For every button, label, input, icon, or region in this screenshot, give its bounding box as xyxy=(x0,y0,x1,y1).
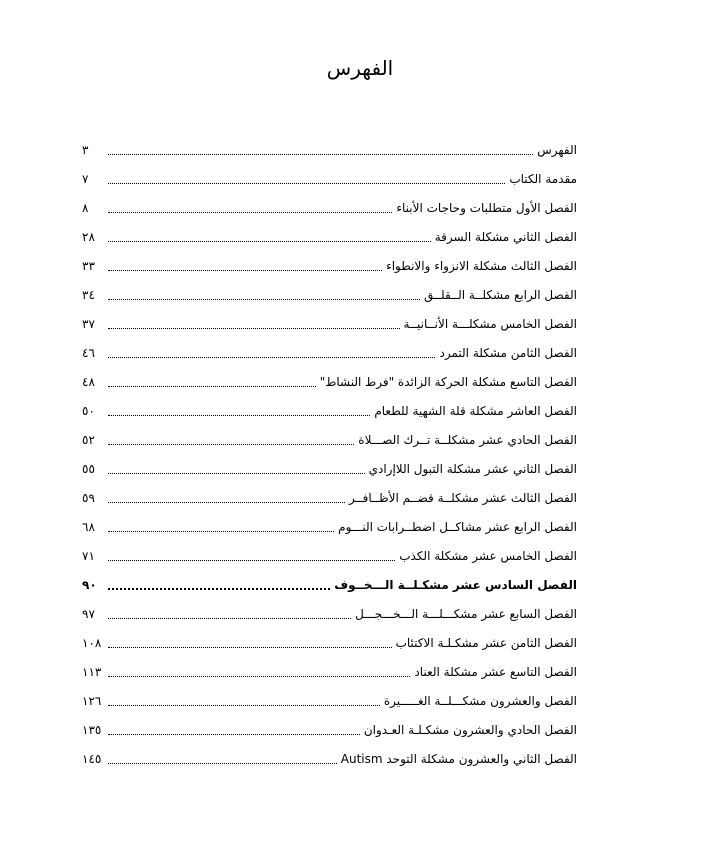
toc-entry[interactable] xyxy=(82,337,577,366)
toc-entry[interactable] xyxy=(82,598,577,627)
dot-leader xyxy=(108,763,337,764)
toc-entry[interactable] xyxy=(82,627,577,656)
toc-entry-title: الفصل الثالث عشر مشكلــة قضــم الأظــافــر xyxy=(349,491,577,505)
toc-entry[interactable] xyxy=(82,685,577,714)
toc-page-number: ٧١ xyxy=(82,549,95,563)
toc-entry-title: الفصل الأول متطلبات وحاجات الأبناء xyxy=(396,201,577,215)
dot-leader xyxy=(108,502,345,503)
dot-leader xyxy=(108,270,382,271)
dot-leader xyxy=(108,386,316,387)
toc-page-number: ١٢٦ xyxy=(82,694,102,708)
toc-entry[interactable] xyxy=(82,482,577,511)
toc-entry-title: الفصل السابع عشر مشكـــلـــة الـــخـــجـــل xyxy=(355,607,577,621)
toc-entry-title: الفصل التاسع مشكلة الحركة الزائدة "فرط النشاط" xyxy=(319,375,577,389)
toc-entry[interactable] xyxy=(82,279,577,308)
toc-entry-title: الفهرس xyxy=(537,143,577,157)
toc-entry-title: الفصل الحادي عشر مشكلــة تــرك الصـــلاة xyxy=(358,433,577,447)
dot-leader xyxy=(108,183,505,184)
toc-entry-title: الفصل الثالث مشكلة الانزواء والانطواء xyxy=(386,259,577,273)
toc-page-number: ٩٧ xyxy=(82,607,95,621)
dot-leader xyxy=(108,299,420,300)
toc-page-number: ١١٣ xyxy=(82,665,102,679)
dot-leader xyxy=(108,444,354,445)
toc-page-number: ٤٦ xyxy=(82,346,95,360)
dot-leader xyxy=(108,647,392,648)
dot-leader xyxy=(108,154,533,155)
toc-page-number: ٥٢ xyxy=(82,433,95,447)
page-title: الفهرس xyxy=(326,56,394,80)
toc-entry[interactable] xyxy=(82,540,577,569)
dot-leader xyxy=(108,328,400,329)
table-of-contents xyxy=(82,134,577,772)
toc-entry-title: الفصل والعشرون مشكـــلــة الغـــــيرة xyxy=(383,694,577,708)
toc-page-number: ٧ xyxy=(82,172,89,186)
toc-page-number: ١٣٥ xyxy=(82,723,102,737)
toc-page-number: ٦٨ xyxy=(82,520,95,534)
toc-entry-title: الفصل الثاني مشكلة السرقة xyxy=(434,230,577,244)
dot-leader xyxy=(108,588,330,590)
toc-entry-title: الفصل الثاني عشر مشكلة التبول اللاإرادي xyxy=(368,462,577,476)
toc-entry-title: الفصل السادس عشر مشكـلــة الـــخــوف xyxy=(334,578,577,592)
toc-entry[interactable] xyxy=(82,308,577,337)
dot-leader xyxy=(108,531,334,532)
toc-page-number: ٥٩ xyxy=(82,491,95,505)
dot-leader xyxy=(108,357,435,358)
toc-page-number: ٥٠ xyxy=(82,404,95,418)
toc-page-number: ١٤٥ xyxy=(82,752,102,766)
toc-page-number: ٢٨ xyxy=(82,230,95,244)
dot-leader xyxy=(108,560,395,561)
toc-entry-title: الفصل الخامس عشر مشكلة الكذب xyxy=(399,549,577,563)
toc-entry[interactable] xyxy=(82,511,577,540)
toc-entry[interactable] xyxy=(82,453,577,482)
toc-entry-title: الفصل الرابع عشر مشاكــل اضطــرابات النـــوم xyxy=(338,520,577,534)
toc-entry[interactable] xyxy=(82,656,577,685)
toc-page-number: ٨ xyxy=(82,201,89,215)
toc-page-number: ٤٨ xyxy=(82,375,95,389)
toc-entry-title: الفصل الحادي والعشرون مشكـلـة العـدوان xyxy=(363,723,577,737)
dot-leader xyxy=(108,676,410,677)
dot-leader xyxy=(108,241,431,242)
dot-leader xyxy=(108,473,365,474)
toc-page-number: ٣٤ xyxy=(82,288,95,302)
toc-page-number: ٣ xyxy=(82,143,89,157)
toc-page-number: ٩٠ xyxy=(82,578,97,592)
dot-leader xyxy=(108,415,370,416)
toc-entry-title: الفصل الثامن مشكلة التمرد xyxy=(439,346,577,360)
toc-entry-title: مقدمة الكتاب xyxy=(509,172,577,186)
toc-entry-title: الفصل العاشر مشكلة قلة الشهية للطعام xyxy=(374,404,577,418)
dot-leader xyxy=(108,212,392,213)
toc-page-number: ٣٣ xyxy=(82,259,95,273)
toc-entry-title: الفصل الثاني والعشرون مشكلة التوحد Autism xyxy=(340,752,577,766)
toc-entry-title: الفصل التاسع عشر مشكلة العناد xyxy=(414,665,577,679)
toc-entry[interactable] xyxy=(82,221,577,250)
toc-entry[interactable] xyxy=(82,192,577,221)
toc-entry-title: الفصل الرابع مشكلــة الــقلــق xyxy=(424,288,577,302)
toc-entry-title: الفصل الثامن عشر مشكـلـة الاكتئاب xyxy=(395,636,577,650)
dot-leader xyxy=(108,734,360,735)
toc-entry[interactable] xyxy=(82,714,577,743)
toc-entry[interactable] xyxy=(82,134,577,163)
toc-entry[interactable] xyxy=(82,250,577,279)
toc-entry[interactable] xyxy=(82,395,577,424)
toc-page-number: ٥٥ xyxy=(82,462,95,476)
toc-entry-title: الفصل الخامس مشكلـــة الأنــانيــة xyxy=(403,317,577,331)
toc-entry[interactable] xyxy=(82,366,577,395)
toc-entry[interactable] xyxy=(82,743,577,772)
toc-page-number: ١٠٨ xyxy=(82,636,102,650)
toc-page-number: ٣٧ xyxy=(82,317,95,331)
toc-entry[interactable] xyxy=(82,424,577,453)
toc-entry[interactable] xyxy=(82,163,577,192)
toc-entry[interactable] xyxy=(82,569,577,598)
dot-leader xyxy=(108,618,351,619)
dot-leader xyxy=(108,705,380,706)
